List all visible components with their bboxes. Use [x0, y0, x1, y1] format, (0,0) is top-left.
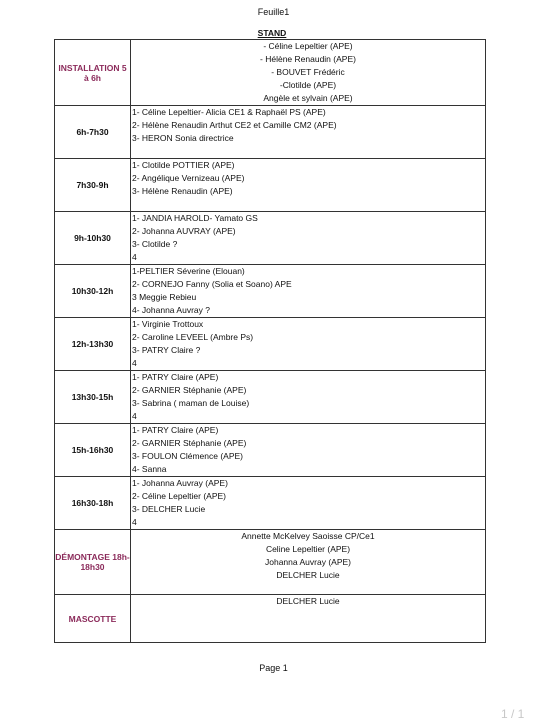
- volunteer-entry: 4: [132, 358, 137, 368]
- volunteer-entry: 4- Sanna: [132, 464, 167, 474]
- volunteer-entry: 3- Sabrina ( maman de Louise): [132, 398, 250, 408]
- page-counter: 1 / 1: [501, 707, 525, 721]
- volunteer-entry: 1- PATRY Claire (APE): [132, 372, 219, 382]
- volunteer-entry: 3- FOULON Clémence (APE): [132, 451, 243, 461]
- volunteer-entry: 1- PATRY Claire (APE): [132, 425, 219, 435]
- volunteer-entry: 2- GARNIER Stéphanie (APE): [132, 385, 247, 395]
- volunteer-list: [131, 318, 486, 371]
- schedule-row: [55, 371, 486, 424]
- volunteer-entry: 4: [132, 411, 137, 421]
- page-footer: Page 1: [259, 663, 288, 673]
- volunteer-entry: 2- Angélique Vernizeau (APE): [132, 173, 245, 183]
- volunteer-entry: Annette McKelvey Saoisse CP/Ce1: [241, 531, 375, 541]
- volunteer-list: [131, 106, 486, 159]
- volunteer-list: [131, 477, 486, 530]
- volunteer-entry: 1- Johanna Auvray (APE): [132, 478, 228, 488]
- volunteer-entry: Celine Lepeltier (APE): [265, 544, 351, 554]
- schedule-row: [55, 595, 486, 643]
- volunteer-entry: 2- Céline Lepeltier (APE): [132, 491, 227, 501]
- volunteer-entry: 3- PATRY Claire ?: [132, 345, 201, 355]
- volunteer-entry: 4- Johanna Auvray ?: [132, 305, 210, 315]
- volunteer-entry: -Clotilde (APE): [279, 80, 337, 90]
- schedule-row: [55, 477, 486, 530]
- volunteer-entry: 1- Clotilde POTTIER (APE): [132, 160, 235, 170]
- time-slot: DÉMONTAGE 18h-18h30: [55, 530, 131, 595]
- schedule-row: [55, 40, 486, 106]
- volunteer-entry: 2- Hélène Renaudin Arthut CE2 et Camille CM2 (APE): [132, 120, 337, 130]
- time-slot: MASCOTTE: [55, 595, 131, 643]
- volunteer-entry: 2- Johanna AUVRAY (APE): [132, 226, 236, 236]
- volunteer-entry: 4: [132, 252, 137, 262]
- volunteer-entry: 1-PELTIER Séverine (Elouan): [132, 266, 245, 276]
- schedule-table: [54, 39, 486, 643]
- volunteer-entry: 1- JANDIA HAROLD- Yamato GS: [132, 213, 258, 223]
- volunteer-list: [131, 424, 486, 477]
- schedule-row: [55, 265, 486, 318]
- schedule-row: [55, 530, 486, 595]
- schedule-row: [55, 212, 486, 265]
- volunteer-entry: 2- GARNIER Stéphanie (APE): [132, 438, 247, 448]
- volunteer-entry: - Céline Lepeltier (APE): [263, 41, 353, 51]
- volunteer-entry: 3- HERON Sonia directrice: [132, 133, 234, 143]
- volunteer-list: [131, 40, 486, 106]
- volunteer-list: [131, 530, 486, 595]
- volunteer-entry: - Hélène Renaudin (APE): [260, 54, 356, 64]
- time-slot: INSTALLATION 5 à 6h: [55, 40, 131, 106]
- schedule-row: [55, 318, 486, 371]
- volunteer-entry: 3 Meggie Rebieu: [132, 292, 197, 302]
- time-slot: 10h30-12h: [55, 265, 131, 318]
- sheet-title: Feuille1: [257, 7, 290, 17]
- volunteer-entry: DELCHER Lucie: [276, 570, 340, 580]
- volunteer-entry: 2- CORNEJO Fanny (Solia et Soano) APE: [132, 279, 292, 289]
- time-slot: 12h-13h30: [55, 318, 131, 371]
- volunteer-entry: 1- Céline Lepeltier- Alicia CE1 & Raphaël PS (APE): [132, 107, 326, 117]
- schedule-row: [55, 106, 486, 159]
- volunteer-list: [131, 595, 486, 643]
- time-slot: 6h-7h30: [55, 106, 131, 159]
- volunteer-entry: 4: [132, 517, 137, 527]
- volunteer-entry: DELCHER Lucie: [276, 596, 340, 606]
- volunteer-list: [131, 159, 486, 212]
- time-slot: 13h30-15h: [55, 371, 131, 424]
- schedule-row: [55, 424, 486, 477]
- time-slot: 16h30-18h: [55, 477, 131, 530]
- volunteer-entry: 1- Virginie Trottoux: [132, 319, 204, 329]
- volunteer-list: [131, 371, 486, 424]
- time-slot: 7h30-9h: [55, 159, 131, 212]
- time-slot: 9h-10h30: [55, 212, 131, 265]
- volunteer-entry: Angèle et sylvain (APE): [263, 93, 353, 103]
- stand-title: STAND: [257, 28, 287, 38]
- time-slot: 15h-16h30: [55, 424, 131, 477]
- volunteer-list: [131, 265, 486, 318]
- volunteer-entry: 3- Hélène Renaudin (APE): [132, 186, 233, 196]
- volunteer-entry: - BOUVET Frédéric: [271, 67, 345, 77]
- volunteer-entry: 3- Clotilde ?: [132, 239, 178, 249]
- volunteer-entry: Johanna Auvray (APE): [265, 557, 351, 567]
- schedule-row: [55, 159, 486, 212]
- volunteer-list: [131, 212, 486, 265]
- volunteer-entry: 3- DELCHER Lucie: [132, 504, 206, 514]
- volunteer-entry: 2- Caroline LEVEEL (Ambre Ps): [132, 332, 254, 342]
